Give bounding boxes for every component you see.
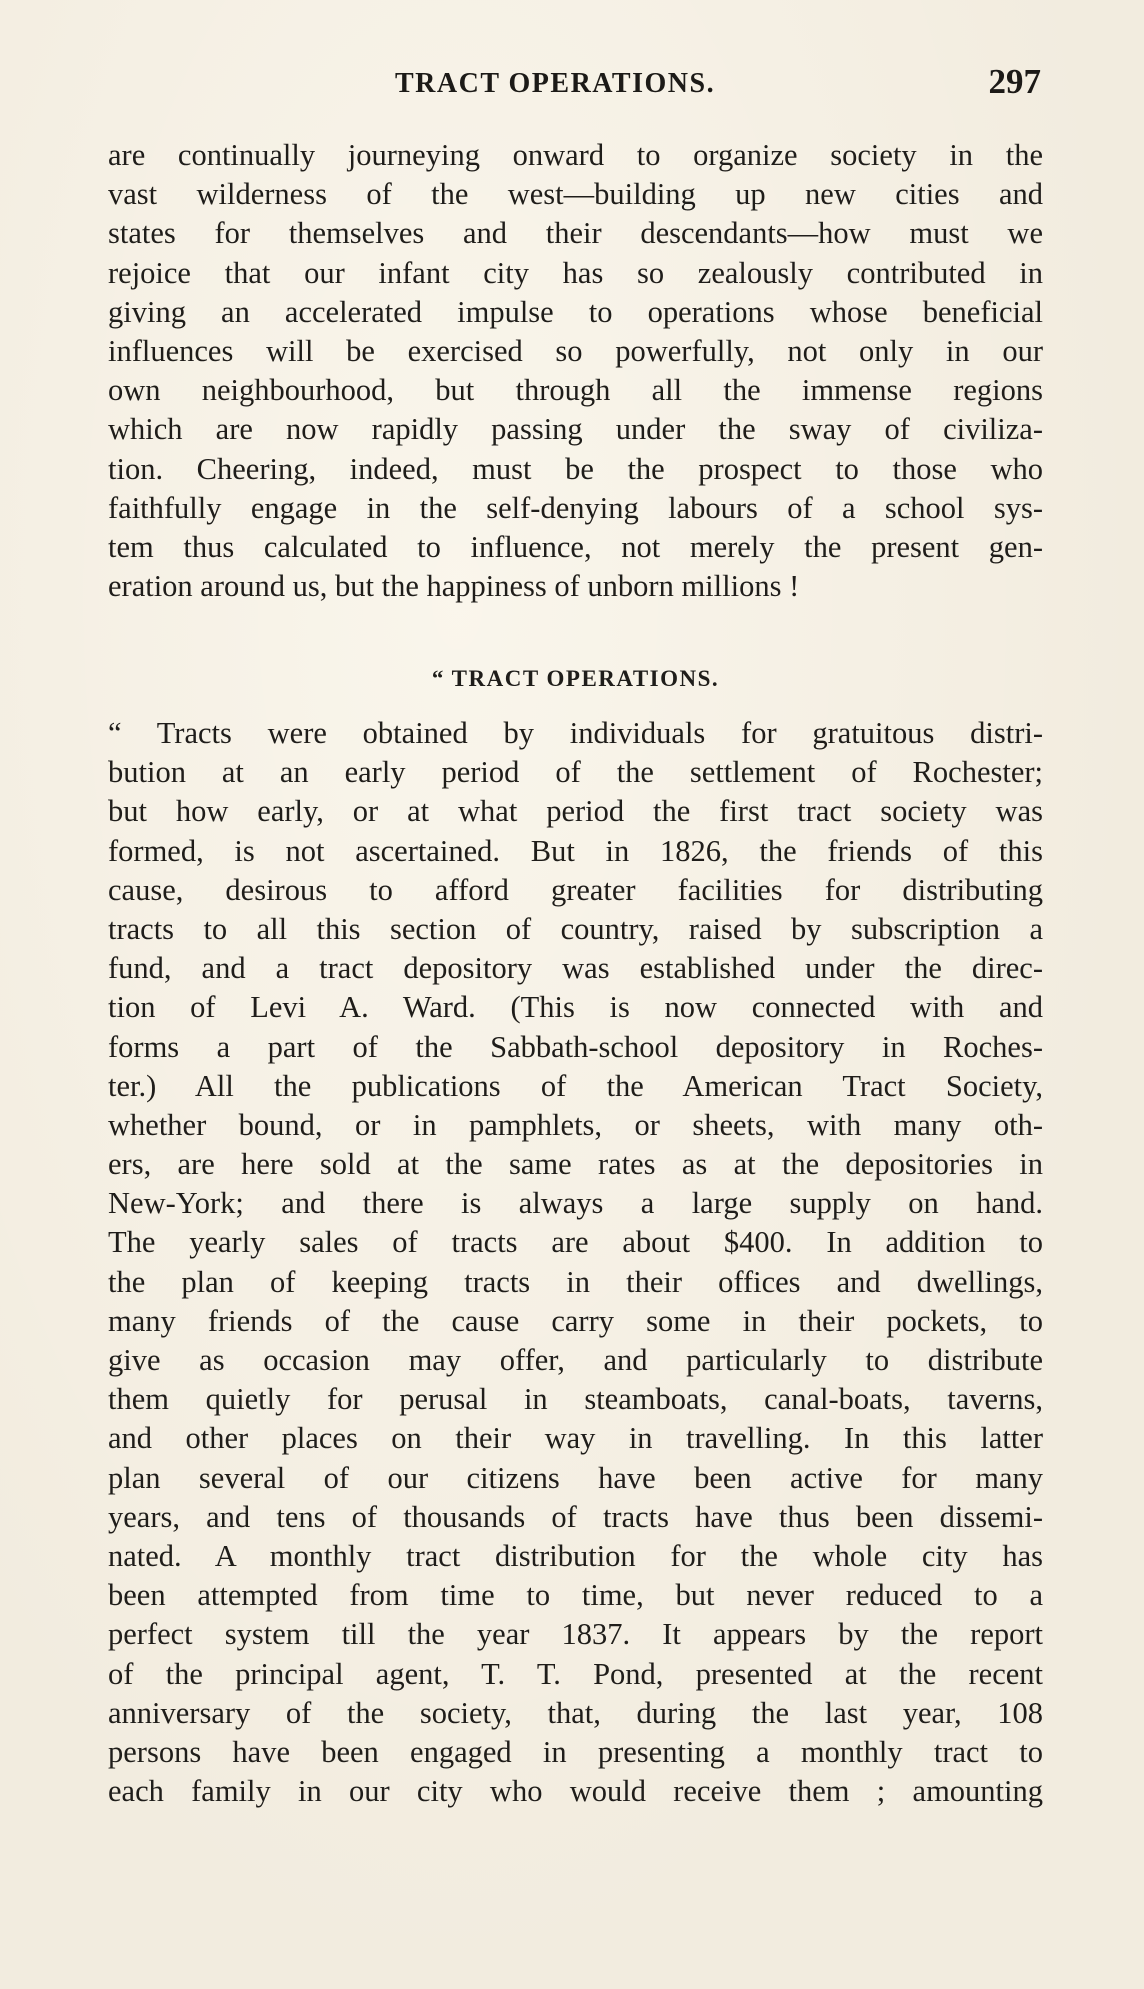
page-header [108,62,1043,102]
text-line: many friends of the cause carry some in their pockets, to [108,1303,1043,1338]
text-line: plan several of our citizens have been active for many [108,1460,1043,1495]
paragraph-2 [108,714,1043,1811]
text-line: rejoice that our infant city has so zealously contributed in [108,255,1043,290]
section-heading: “ TRACT OPERATIONS. [431,666,720,691]
text-line: giving an accelerated impulse to operations whose beneficial [108,294,1043,329]
text-line: “ Tracts were obtained by individuals for gratuitous distri- [108,716,1043,750]
text-line: faithfully engage in the self-denying labours of a school sys- [108,490,1043,525]
text-line: whether bound, or in pamphlets, or sheets, with many oth- [108,1107,1043,1142]
text-line: ers, are here sold at the same rates as at the depositories in [108,1147,1043,1182]
text-line: tracts to all this section of country, raised by subscription a [108,911,1043,946]
text-line: nated. A monthly tract distribution for the whole city has [108,1538,1043,1573]
page-number: 297 [988,62,1041,101]
text-line: each family in our city who would receive them ; amounting [108,1774,1043,1809]
text-line: which are now rapidly passing under the sway of civiliza- [108,412,1043,447]
running-head: TRACT OPERATIONS. [395,68,716,99]
text-line: tion of Levi A. Ward. (This is now connected with and [108,990,1043,1025]
text-line: tion. Cheering, indeed, must be the prospect to those who [108,451,1043,486]
text-line: eration around us, but the happiness of unborn millions ! [108,569,800,604]
text-line: New-York; and there is always a large supply on hand. [108,1186,1043,1221]
text-line: vast wilderness of the west—building up new cities and [108,177,1043,212]
text-line: anniversary of the society, that, during the last year, 108 [108,1695,1043,1730]
text-line: states for themselves and their descendants—how must we [108,216,1043,251]
text-line: bution at an early period of the settlement of Rochester; [108,755,1043,790]
text-line: fund, and a tract depository was established under the direc- [108,951,1043,986]
text-line: tem thus calculated to influence, not merely the present gen- [108,529,1043,564]
text-line: years, and tens of thousands of tracts have thus been dissemi- [108,1499,1043,1534]
text-line: perfect system till the year 1837. It appears by the report [108,1617,1043,1652]
text-line: of the principal agent, T. T. Pond, presented at the recent [108,1656,1043,1691]
text-line: The yearly sales of tracts are about $400. In addition to [108,1225,1043,1260]
text-line: but how early, or at what period the first tract society was [108,794,1043,829]
text-line: are continually journeying onward to organize society in the [108,138,1043,172]
text-line: persons have been engaged in presenting a monthly tract to [108,1734,1043,1769]
text-line: cause, desirous to afford greater facilities for distributing [108,872,1043,907]
text-line: been attempted from time to time, but never reduced to a [108,1578,1043,1613]
text-line: own neighbourhood, but through all the immense regions [108,373,1043,408]
text-line: them quietly for perusal in steamboats, canal-boats, taverns, [108,1382,1043,1417]
text-line: influences will be exercised so powerfully, not only in our [108,333,1043,368]
paragraph-1 [108,136,1043,606]
text-line: give as occasion may offer, and particularly to distribute [108,1343,1043,1377]
text-line: ter.) All the publications of the American Tract Society, [108,1068,1043,1103]
text-line: the plan of keeping tracts in their offices and dwellings, [108,1264,1043,1299]
text-line: forms a part of the Sabbath-school depository in Roches- [108,1029,1043,1064]
text-line: and other places on their way in travelling. In this latter [108,1421,1043,1456]
text-line: formed, is not ascertained. But in 1826, the friends of this [108,833,1043,868]
